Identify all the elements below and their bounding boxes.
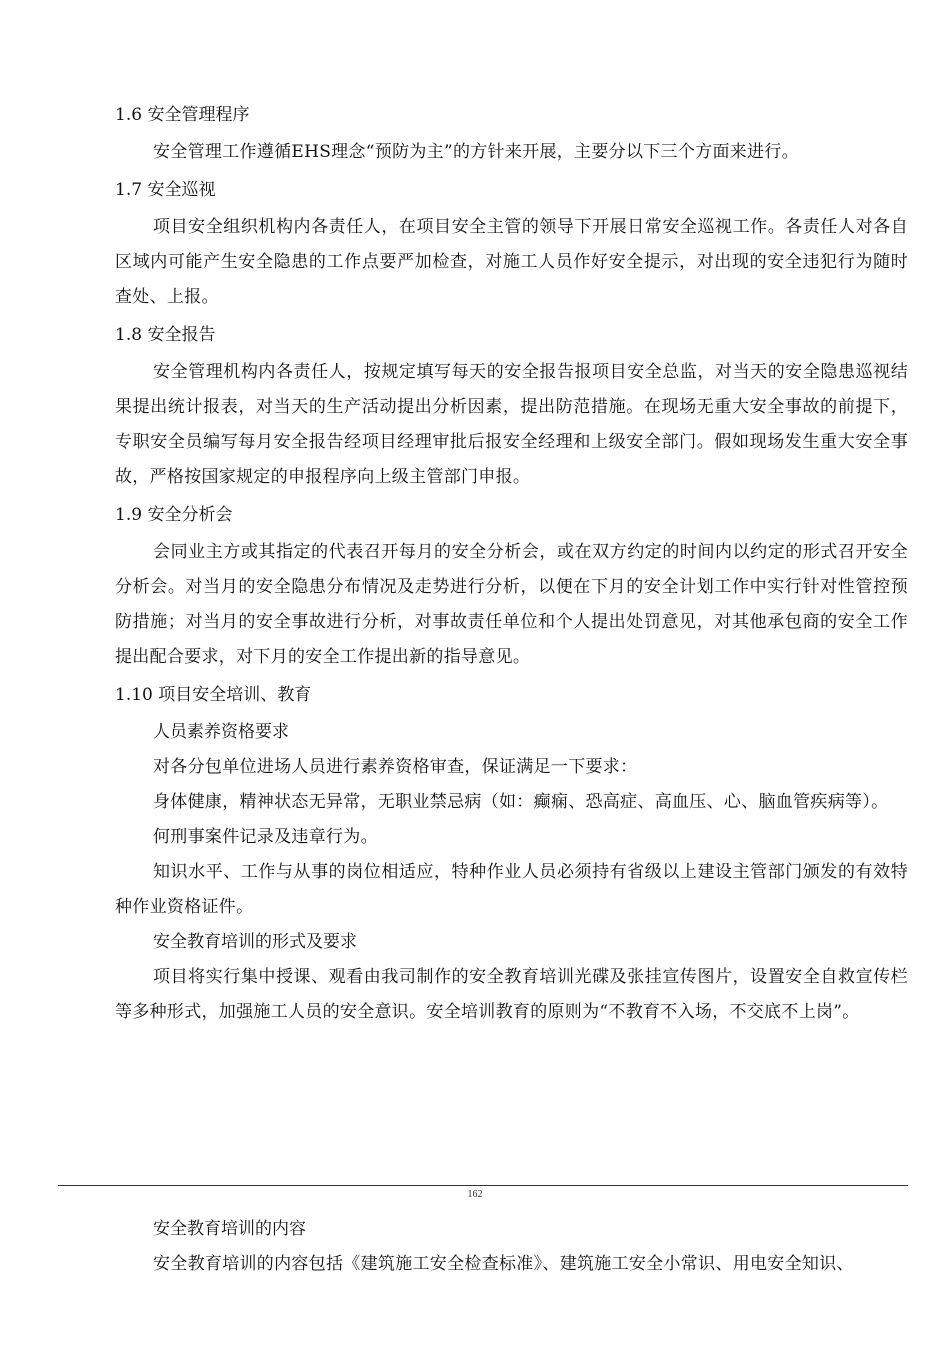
section-number: 1.9 <box>115 505 143 525</box>
section-title: 安全巡视 <box>147 180 216 200</box>
section-paragraph: 知识水平、工作与从事的岗位相适应，特种作业人员必须持有省级以上建设主管部门颁发的有效特种作业资格证件。 <box>115 862 908 917</box>
next-page-body <box>115 1212 908 1282</box>
section-paragraph: 项目将实行集中授课、观看由我司制作的安全教育培训光碟及张挂宣传图片，设置安全自救宣传栏等多种形式，加强施工人员的安全意识。安全培训教育的原则为“不教育不入场，不交底不上岗”。 <box>115 967 908 1022</box>
footer-divider <box>58 1185 908 1186</box>
section-paragraph: 安全教育培训的内容包括《建筑施工安全检查标准》、建筑施工安全小常识、用电安全知识、 <box>153 1254 854 1274</box>
section-paragraph: 何刑事案件记录及违章行为。 <box>153 827 378 847</box>
section-paragraph: 对各分包单位进场人员进行素养资格审查，保证满足一下要求： <box>153 757 638 777</box>
subsection-heading: 人员素养资格要求 <box>153 722 289 742</box>
section-paragraph: 会同业主方或其指定的代表召开每月的安全分析会，或在双方约定的时间内以约定的形式召开安全分析会。对当月的安全隐患分布情况及走势进行分析，以便在下月的安全计划工作中实行针对性管控预防措施；对当月的安全事故进行分析，对事故责任单位和个人提出处罚意见，对其他承包商的安全工作提出配合要求，对下月的安全工作提出新的指导意见。 <box>115 542 908 667</box>
section-heading-1-6 <box>115 95 908 135</box>
section-title: 安全分析会 <box>147 505 233 525</box>
section-heading-1-9 <box>115 495 908 535</box>
section-heading-1-10 <box>115 675 908 715</box>
section-heading-1-7 <box>115 170 908 210</box>
section-paragraph: 安全管理工作遵循EHS理念“预防为主”的方针来开展，主要分以下三个方面来进行。 <box>153 142 799 162</box>
section-number: 1.7 <box>115 180 143 200</box>
section-number: 1.6 <box>115 105 143 125</box>
subsection-heading: 安全教育培训的形式及要求 <box>153 932 357 952</box>
page-body <box>115 95 908 1030</box>
section-paragraph: 安全管理机构内各责任人，按规定填写每天的安全报告报项目安全总监，对当天的安全隐患巡视结果提出统计报表，对当天的生产活动提出分析因素，提出防范措施。在现场无重大安全事故的前提下，专职安全员编写每月安全报告经项目经理审批后报安全经理和上级安全部门。假如现场发生重大安全事故，严格按国家规定的申报程序向上级主管部门申报。 <box>115 362 908 487</box>
page-number: 162 <box>467 1189 483 1200</box>
section-paragraph: 项目安全组织机构内各责任人，在项目安全主管的领导下开展日常安全巡视工作。各责任人对各自区域内可能产生安全隐患的工作点要严加检查，对施工人员作好安全提示，对出现的安全违犯行为随时查处、上报。 <box>115 217 908 307</box>
section-title: 项目安全培训、教育 <box>158 685 312 705</box>
section-title: 安全管理程序 <box>147 105 250 125</box>
section-title: 安全报告 <box>147 325 216 345</box>
section-heading-1-8 <box>115 315 908 355</box>
section-paragraph: 身体健康，精神状态无异常，无职业禁忌病（如：癫痫、恐高症、高血压、心、脑血管疾病等）。 <box>153 792 889 812</box>
subsection-heading: 安全教育培训的内容 <box>153 1219 306 1239</box>
section-number: 1.10 <box>115 685 153 705</box>
section-number: 1.8 <box>115 325 143 345</box>
